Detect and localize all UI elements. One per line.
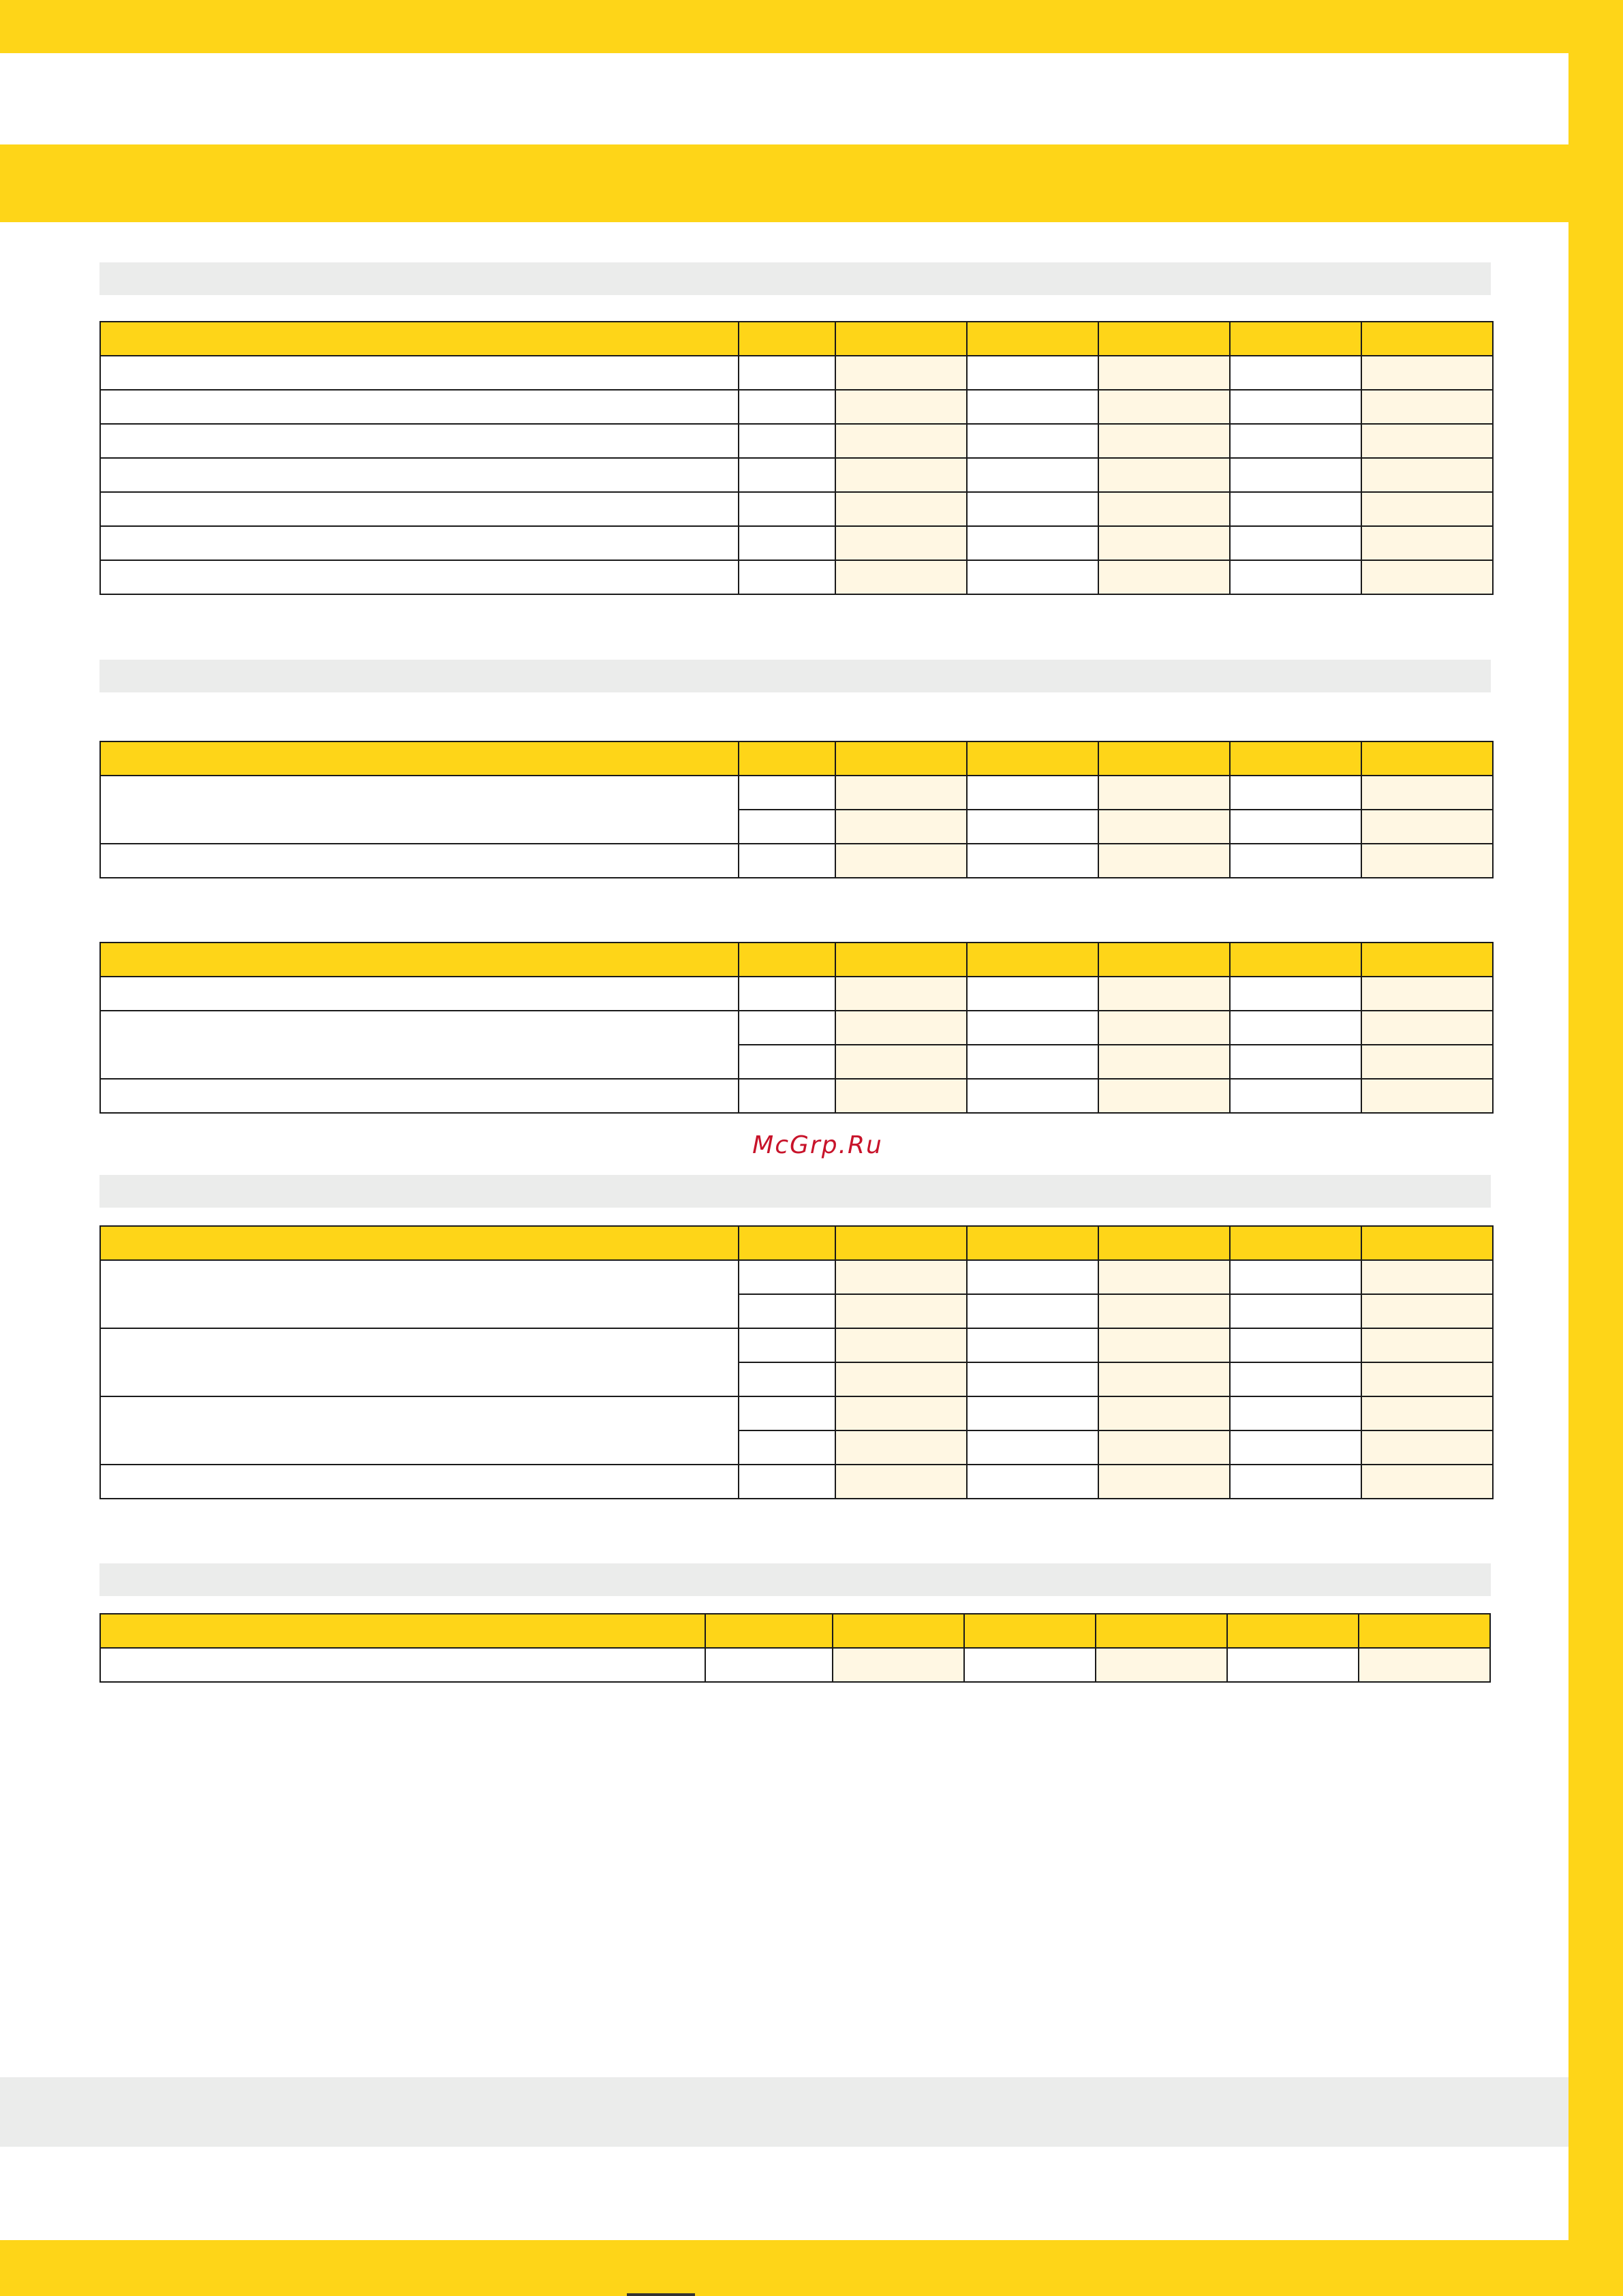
section-bar-2 (99, 660, 1491, 692)
table-header-row (100, 943, 1493, 977)
table-row (100, 844, 1493, 878)
table-row (100, 1648, 1490, 1682)
table-row (100, 424, 1493, 458)
yellow-bottom-frame (0, 2240, 1623, 2296)
table-header-row (100, 1614, 1490, 1648)
table-row (100, 1079, 1493, 1113)
spec-table-5 (99, 1613, 1491, 1683)
spec-table-4 (99, 1225, 1494, 1499)
yellow-right-frame (1568, 0, 1623, 2296)
section-bar-3 (99, 1175, 1491, 1208)
table-row (100, 1260, 1493, 1294)
spec-table-1 (99, 321, 1494, 595)
table-row (100, 1396, 1493, 1430)
header-band (0, 144, 1568, 222)
section-bar-4 (99, 1563, 1491, 1596)
bottom-edge-mark (627, 2293, 695, 2296)
spec-table-2 (99, 741, 1494, 878)
table-row (100, 390, 1493, 424)
spec-table-3 (99, 942, 1494, 1114)
table-row (100, 1465, 1493, 1499)
table-header-row (100, 741, 1493, 776)
table-row (100, 492, 1493, 526)
table-row (100, 776, 1493, 810)
section-bar-1 (99, 262, 1491, 295)
table-row (100, 560, 1493, 594)
table-header-row (100, 322, 1493, 356)
watermark-text: McGrp.Ru (752, 1131, 883, 1159)
table-row (100, 526, 1493, 560)
table-row (100, 458, 1493, 492)
table-row (100, 1011, 1493, 1045)
table-row (100, 1328, 1493, 1362)
table-row (100, 977, 1493, 1011)
table-header-row (100, 1226, 1493, 1260)
footer-band (0, 2077, 1568, 2147)
yellow-top-frame (0, 0, 1623, 53)
table-row (100, 356, 1493, 390)
